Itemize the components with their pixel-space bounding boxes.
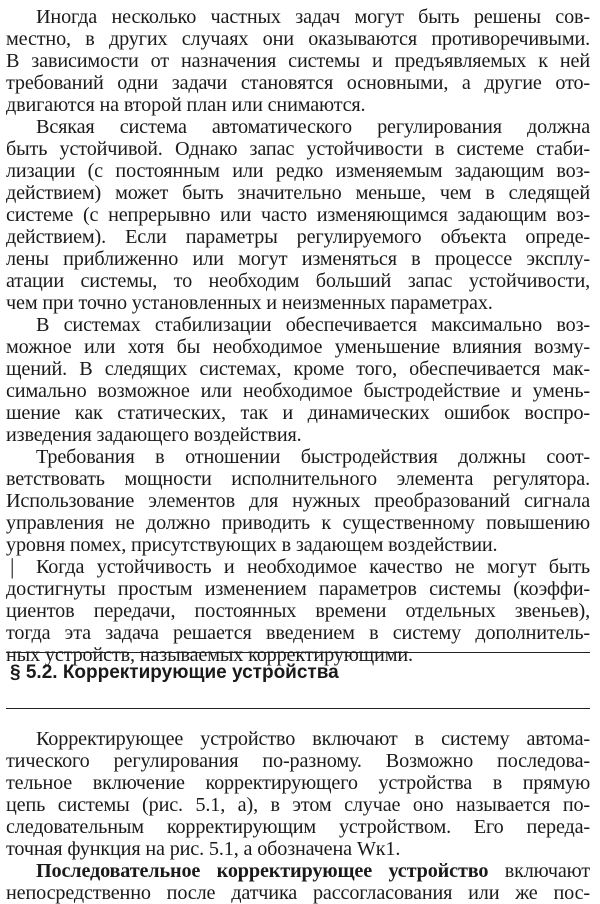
text-line: Использование элементов для нужных преобразований сигнала xyxy=(6,490,590,512)
text-line: действием) может быть значительно меньше, чем в следящей xyxy=(6,182,590,204)
text-line: системе (с непрерывно или часто изменяющимся задающим воз- xyxy=(6,204,590,226)
text-line: циентов передачи, постоянных времени отдельных звеньев), xyxy=(6,600,590,622)
text-line: можное или хотя бы необходимое уменьшение влияния возму- xyxy=(6,336,590,358)
text-line: Всякая система автоматического регулирования должна xyxy=(36,116,590,138)
text-line: следовательным корректирующим устройством. Его переда- xyxy=(6,816,590,838)
text-line: уровня помех, присутствующих в задающем воздействии. xyxy=(6,534,498,556)
text-line: точная функция на рис. 5.1, а обозначена Wк1. xyxy=(6,838,401,860)
text-line: В системах стабилизации обеспечивается максимально воз- xyxy=(36,314,590,336)
text-line: чем при точно установленных и неизменных параметрах. xyxy=(6,292,493,314)
text-line: изведения задающего воздействия. xyxy=(6,424,302,446)
text-line: лены приближенно или могут изменяться в процессе эксплу- xyxy=(6,248,590,270)
text-line: двигаются на второй план или снимаются. xyxy=(6,94,366,116)
text-line: Корректирующее устройство включают в систему автома- xyxy=(36,728,590,750)
text-line: щений. В следящих системах, кроме того, обеспечивается мак- xyxy=(6,358,590,380)
bold-term: Последовательное корректирующее устройство xyxy=(36,860,489,882)
text-line: тического регулирования по-разному. Возможно последова- xyxy=(6,750,590,772)
heading-bottom-rule xyxy=(6,708,590,709)
text-line: ветствовать мощности исполнительного элемента регулятора. xyxy=(6,468,590,490)
text-line: тогда эта задача решается введением в систему дополнитель- xyxy=(6,622,590,644)
text-line xyxy=(36,860,590,882)
text-line: управления не должно приводить к существенному повышению xyxy=(6,512,590,534)
text-line: быть устойчивой. Однако запас устойчивости в системе стаби- xyxy=(6,138,590,160)
text-line: местно, в других случаях они оказываются противоречивыми. xyxy=(6,28,590,50)
margin-mark: | xyxy=(10,554,15,579)
text-line: В зависимости от назначения системы и предъявляемых к ней xyxy=(6,50,590,72)
text-line: симально возможное или необходимое быстродействие и умень- xyxy=(6,380,590,402)
text-line: атации системы, то необходим больший запас устойчивости, xyxy=(6,270,590,292)
text-line: ных устройств, называемых корректирующими. xyxy=(6,644,413,666)
text-line: требований одни задачи становятся основными, а другие ото- xyxy=(6,72,590,94)
text-line: достигнуты простым изменением параметров системы (коэффи- xyxy=(6,578,590,600)
text-line: тельное включение корректирующего устройства в прямую xyxy=(6,772,590,794)
text-line: действием). Если параметры регулируемого объекта опреде- xyxy=(6,226,590,248)
text-line: Иногда несколько частных задач могут быть решены сов- xyxy=(36,6,590,28)
text-line: цепь системы (рис. 5.1, а), в этом случае оно называется по- xyxy=(6,794,590,816)
text-line: Требования в отношении быстродействия должны соот- xyxy=(36,446,590,468)
text-line: шение как статических, так и динамических ошибок воспро- xyxy=(6,402,590,424)
text-span: включают xyxy=(488,860,590,882)
text-line: непосредственно после датчика рассогласования или же пос- xyxy=(6,882,590,904)
section-heading: § 5.2. Корректирующие устройства xyxy=(10,662,339,683)
heading-top-rule xyxy=(6,652,590,653)
text-line: лизации (с постоянным или редко изменяемым задающим воз- xyxy=(6,160,590,182)
text-line: Когда устойчивость и необходимое качество не могут быть xyxy=(36,556,590,578)
